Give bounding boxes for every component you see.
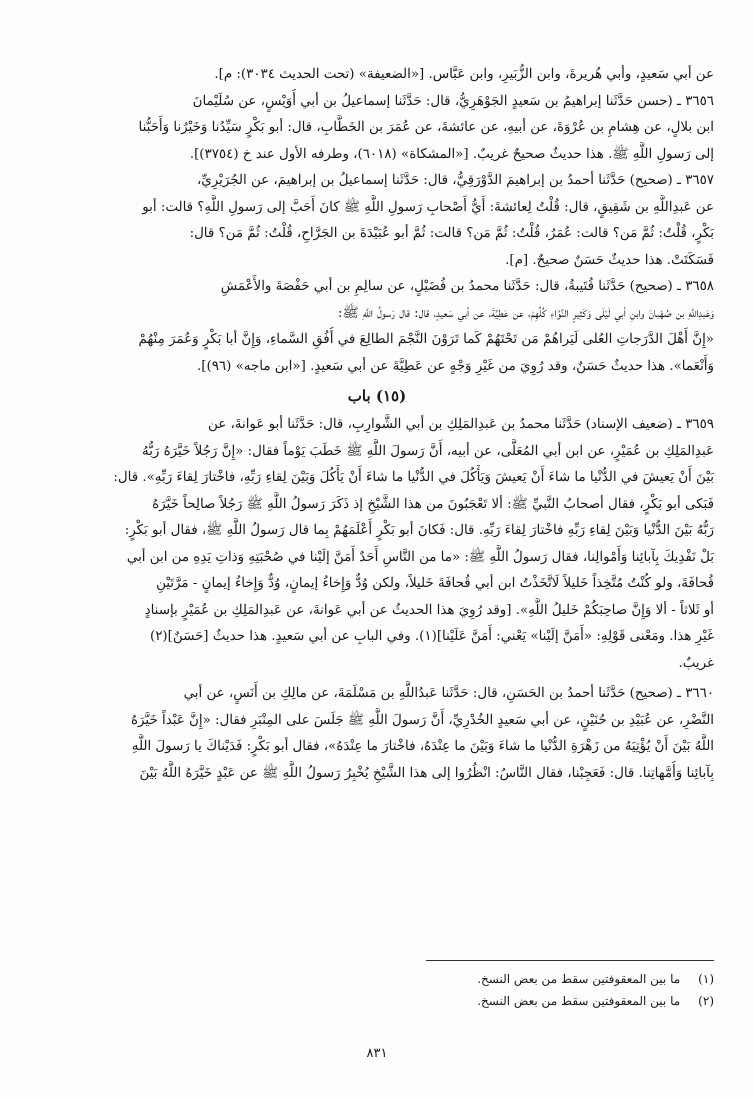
text-line: «إِنَّ أَهْلَ الدَّرَجاتِ العُلى لَيَراهُمْ مَن تَحْتَهُمْ كَما تَرَوْنَ النَّجْمَ الطالِعَ في أُفُقِ السَّماءِ، وَإِنَّ أبا بَكْرٍ وَعُمَرَ مِنْهُمْ: [138, 332, 714, 347]
text-line: اللَّهُ بَيْنَ أَنْ يُؤْتِيَهُ من زَهْرَةِ الدُّنْيا ما شاءَ وَبَيْنَ ما عِنْدَهُ، فاخْتارَ ما عِنْدَهُ»، فقال أبو بَكْرٍ: فَدَيْناكَ يا رَسولَ اللَّهِ: [131, 739, 714, 754]
text-line: أو ثَلاثاً - ألا وَإِنَّ صاحِبَكُمْ خَليلُ اللَّهِ». [وقد رُوِيَ هذا الحديثُ عن أبي عَوانةَ، عن عَبدِالمَلِكِ بن عُمَيْرٍ بإسنادٍ: [144, 602, 714, 618]
text-line: بِآبائِنا وَأُمَّهاتِنا. قال: فَعَجِبْنا، فقال النَّاسُ: انْظُرُوا إلى هذا الشَّيْخِ يُخْبِرُ رَسولُ اللَّهِ ﷺ عن عَبْدٍ خَيَّرَهُ اللَّهُ بَيْنَ: [139, 765, 714, 781]
text-line: عَبدِالمَلِكِ بن عُمَيْرٍ، عن ابن أبي المُعَلَّى، عن أبيه، أَنَّ رَسولَ اللَّهِ ﷺ خَطَبَ يَوْماً فقال: «إِنَّ رَجُلاً خَيَّرَهُ رَبُّهُ: [142, 443, 714, 459]
hadith-3658-line: ٣٦٥٨ ـ (صحيح) حَدَّثَنا قُتَيبةُ، قال: حَدَّثَنا محمدُ بن فُضَيْلٍ، عن سالِمِ بن أبي حَفْصَةَ والأَعْمَشِ: [220, 279, 714, 294]
hadith-3660-line: ٣٦٦٠ ـ (صحيح) حَدَّثَنا أحمدُ بن الحَسَنِ، قال: حَدَّثَنا عَبدُاللَّهِ بن مَسْلَمَةَ، عن مالِكِ بن أَنَسٍ، عن أبي: [183, 686, 714, 701]
text-line: عن عَبدِاللَّهِ بن شَقِيقٍ، قال: قُلْتُ لِعائشةَ: أَيُّ أَصْحابِ رَسولِ اللَّهِ ﷺ كانَ أَحَبَّ إلى رَسولِ اللَّهِ؟ قالت: أبو: [142, 199, 714, 215]
text-line: بَلْ نَفْدِيكَ بِآبائِنا وَأَمْوالِنا، فقال رَسولُ اللَّهِ ﷺ: «ما من النَّاسِ أَحَدٌ أَمَنَّ إلَيْنا في صُحْبَتِهِ وَذاتِ يَدِهِ من ابن أبي: [126, 549, 714, 565]
text-line: إلى رَسولِ اللَّهِ ﷺ. هذا حديثٌ صحيحٌ غريبٌ. [«المشكاة» (٦٠١٨)، وطرفه الأول عند خ (٣٧٥٤)].: [189, 146, 714, 162]
footnote-2: [300, 990, 714, 1012]
text-line: بَكْرٍ، قُلْتُ: ثُمَّ مَن؟ قالت: عُمَرُ، قُلْتُ: ثُمَّ مَن؟ قالت: ثُمَّ أبو عُبَيْدَةَ بن الجَرَّاحِ، قُلْتُ: ثُمَّ مَن؟ قال:: [189, 226, 714, 241]
hadith-3657-line: ٣٦٥٧ ـ (صحيح) حَدَّثَنا أحمدُ بن إبراهيمَ الدَّوْرَقِيُّ، قال: حَدَّثَنا إسماعيلُ بن إبراهيمَ، عن الجُرَيْرِيِّ،: [196, 173, 714, 188]
chapter-heading: (١٥) باب: [347, 387, 407, 405]
text-line: النَّضْرِ، عن عُبَيْدِ بن حُنَيْنٍ، عن أبي سَعيدٍ الخُدْرِيِّ، أَنَّ رَسولَ اللَّهِ ﷺ جَلَسَ على المِنْبَرِ فقال: «إِنَّ عَبْداً خَيَّرَهُ: [131, 712, 714, 728]
page-number: ٨٣١: [366, 1046, 388, 1061]
text-line: رَبُّهُ بَيْنَ الدُّنْيا وَبَيْنَ لِقاءِ رَبِّهِ فاخْتارَ لِقاءَ رَبِّهِ. قال: فَكانَ أبو بَكْرٍ أَعْلَمَهُمْ بِما قال رَسولُ اللَّهِ ﷺ، فقال أبو بَكْرٍ:: [124, 523, 714, 538]
text-line: غَيْرِ هذا. ومَعْنى قَوْلِهِ: «أَمَنَّ إلَيْنا» يَعْني: أَمَنَّ عَلَيْنا](١). وفي البابِ عن أبي سَعيدٍ. هذا حديثٌ [حَسَنٌ](٢): [149, 629, 714, 644]
text-line: وَعَبدِاللَّهِ بن صُهْبانَ وابنِ أبي لَيْلَى وَكَثِيرٍ النَّوَّاءِ كُلِّهِمْ، عن عَطِيَّةَ، عن أبي سَعيدٍ، قال: قال رَسولُ اللَّهِ ﷺ:: [337, 305, 714, 321]
text-line: عن أبي سَعيدٍ، وأبي هُريرةَ، وابن الزُّبَيرِ، وابن عَبَّاس. [«الضعيفة» (تحت الحديث ٣٠٣٤): م].: [214, 67, 714, 82]
text-line: فَبَكى أبو بَكْرٍ، فقال أصحابُ النَّبيِّ ﷺ: ألا تَعْجَبُونَ من هذا الشَّيْخِ إذ ذَكَرَ رَسولُ اللَّهِ ﷺ رَجُلاً صالِحاً خَيَّرَهُ: [152, 496, 714, 512]
footnote-number: (٢): [698, 994, 714, 1008]
text-line: قُحافَةَ، ولو كُنْتُ مُتَّخِذاً خَليلاً لَاتَّخَذْتُ ابن أبي قُحافَةَ خَليلاً، ولكن وُدٌّ وَإِخاءُ إيمانٍ، وُدٌّ وَإِخاءُ إيمانٍ - مَرَّتَيْنِ: [156, 576, 714, 591]
text-line: ابن بلالٍ، عن هِشامِ بن عُرْوَةَ، عن أبيهِ، عن عائشةَ، عن عُمَرَ بن الخَطَّابِ، قال: أبو بَكْرٍ سَيِّدُنا وَخَيْرُنا وَأَحَبُّنا: [138, 120, 714, 135]
footnote-number: (١): [698, 972, 714, 986]
text-line: فَسَكَتَتْ. هذا حديثٌ حَسَنٌ صحيحٌ. [م].: [505, 252, 714, 268]
text-line: غريبٌ.: [678, 655, 714, 671]
footnote-text: ما بين المعقوفتين سقط من بعض النسخ.: [477, 994, 681, 1008]
footnote-1: [300, 968, 714, 990]
text-line: بَيْنَ أَنْ يَعيشَ في الدُّنْيا ما شاءَ أَنْ يَعيشَ وَيَأْكُلَ في الدُّنْيا ما شاءَ أَنْ يَأْكُلَ وَبَيْنَ لِقاءِ رَبِّهِ، فاخْتارَ لِقاءَ رَبِّهِ». قال:: [113, 470, 714, 485]
main-text: [40, 62, 714, 787]
footnotes: [300, 968, 714, 1012]
hadith-3659-line: ٣٦٥٩ ـ (ضعيف الإسناد) حَدَّثَنا محمدُ بن عَبدِالمَلِكِ بن أبي الشَّوارِبِ، قال: حَدَّثَنا أبو عَوانةَ، عن: [208, 417, 714, 432]
footnote-text: ما بين المعقوفتين سقط من بعض النسخ.: [477, 972, 681, 986]
text-line: وَأَنْعَما». هذا حديثٌ حَسَنٌ، وقد رُوِيَ من غَيْرِ وَجْهٍ عن عَطِيَّةَ عن أبي سَعيدٍ. [«ابن ماجه» (٩٦)].: [197, 358, 714, 374]
footnote-divider: [426, 960, 714, 961]
hadith-3656-line: ٣٦٥٦ ـ (حسن حَدَّثَنا إبراهيمُ بن سَعيدٍ الجَوْهَرِيُّ، قال: حَدَّثَنا إسماعيلُ بن أبي أُوَيْسٍ، عن سُلَيْمانَ: [192, 93, 714, 109]
